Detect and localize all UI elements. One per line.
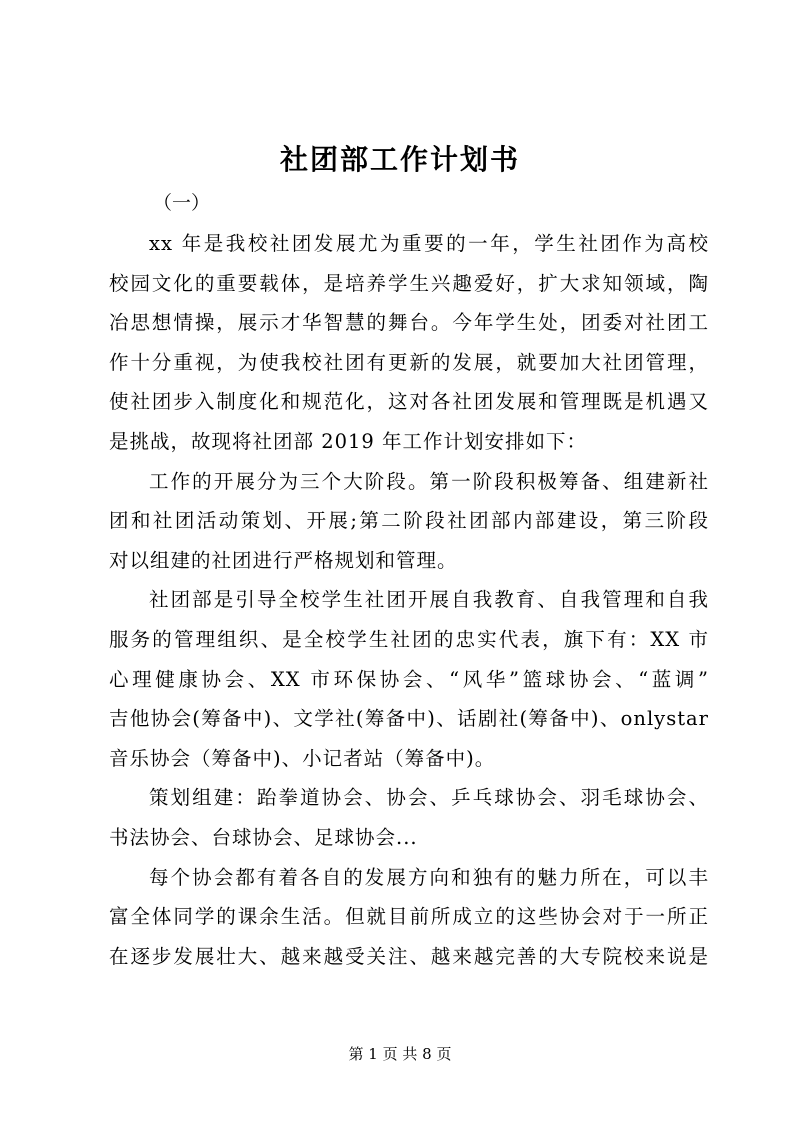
paragraph-line: xx 年是我校社团发展尤为重要的一年，学生社团作为高校 (149, 232, 709, 255)
paragraph-line: 校园文化的重要载体，是培养学生兴趣爱好，扩大求知领域，陶 (109, 271, 709, 295)
section-label: （一） (153, 192, 211, 214)
paragraph-line: 策划组建：跆拳道协会、协会、乒乓球协会、羽毛球协会、 (149, 786, 709, 810)
paragraph-line: 音乐协会（筹备中)、小记者站（筹备中)。 (109, 746, 496, 770)
paragraph-line: 书法协会、台球协会、足球协会... (109, 825, 418, 849)
paragraph-line: 心理健康协会、XX 市环保协会、“风华”篮球协会、“蓝调” (109, 667, 709, 691)
paragraph-line: 对以组建的社团进行严格规划和管理。 (109, 548, 458, 572)
paragraph-line: 吉他协会(筹备中)、文学社(筹备中)、话剧社(筹备中)、onlystar (109, 707, 709, 731)
page-footer: 第 1 页 共 8 页 (348, 1045, 452, 1063)
paragraph-line: 每个协会都有着各自的发展方向和独有的魅力所在，可以丰 (149, 865, 709, 889)
document-body (109, 224, 709, 976)
paragraph-line: 在逐步发展壮大、越来越受关注、越来越完善的大专院校来说是 (109, 944, 709, 968)
paragraph-line: 使社团步入制度化和规范化，这对各社团发展和管理既是机遇又 (109, 390, 709, 414)
paragraph-line: 冶思想情操，展示才华智慧的舞台。今年学生处，团委对社团工 (109, 311, 709, 335)
paragraph-line: 富全体同学的课余生活。但就目前所成立的这些协会对于一所正 (109, 905, 709, 929)
paragraph-line: 工作的开展分为三个大阶段。第一阶段积极筹备、组建新社 (149, 469, 709, 493)
paragraph-line: 团和社团活动策划、开展;第二阶段社团部内部建设，第三阶段 (109, 509, 709, 533)
paragraph-line: 作十分重视，为使我校社团有更新的发展，就要加大社团管理， (109, 350, 709, 374)
paragraph-line: 是挑战，故现将社团部 2019 年工作计划安排如下： (109, 429, 588, 453)
paragraph-line: 社团部是引导全校学生社团开展自我教育、自我管理和自我 (149, 588, 709, 612)
paragraph-line: 服务的管理组织、是全校学生社团的忠实代表，旗下有：XX 市 (109, 627, 709, 651)
document-title: 社团部工作计划书 (279, 143, 520, 176)
